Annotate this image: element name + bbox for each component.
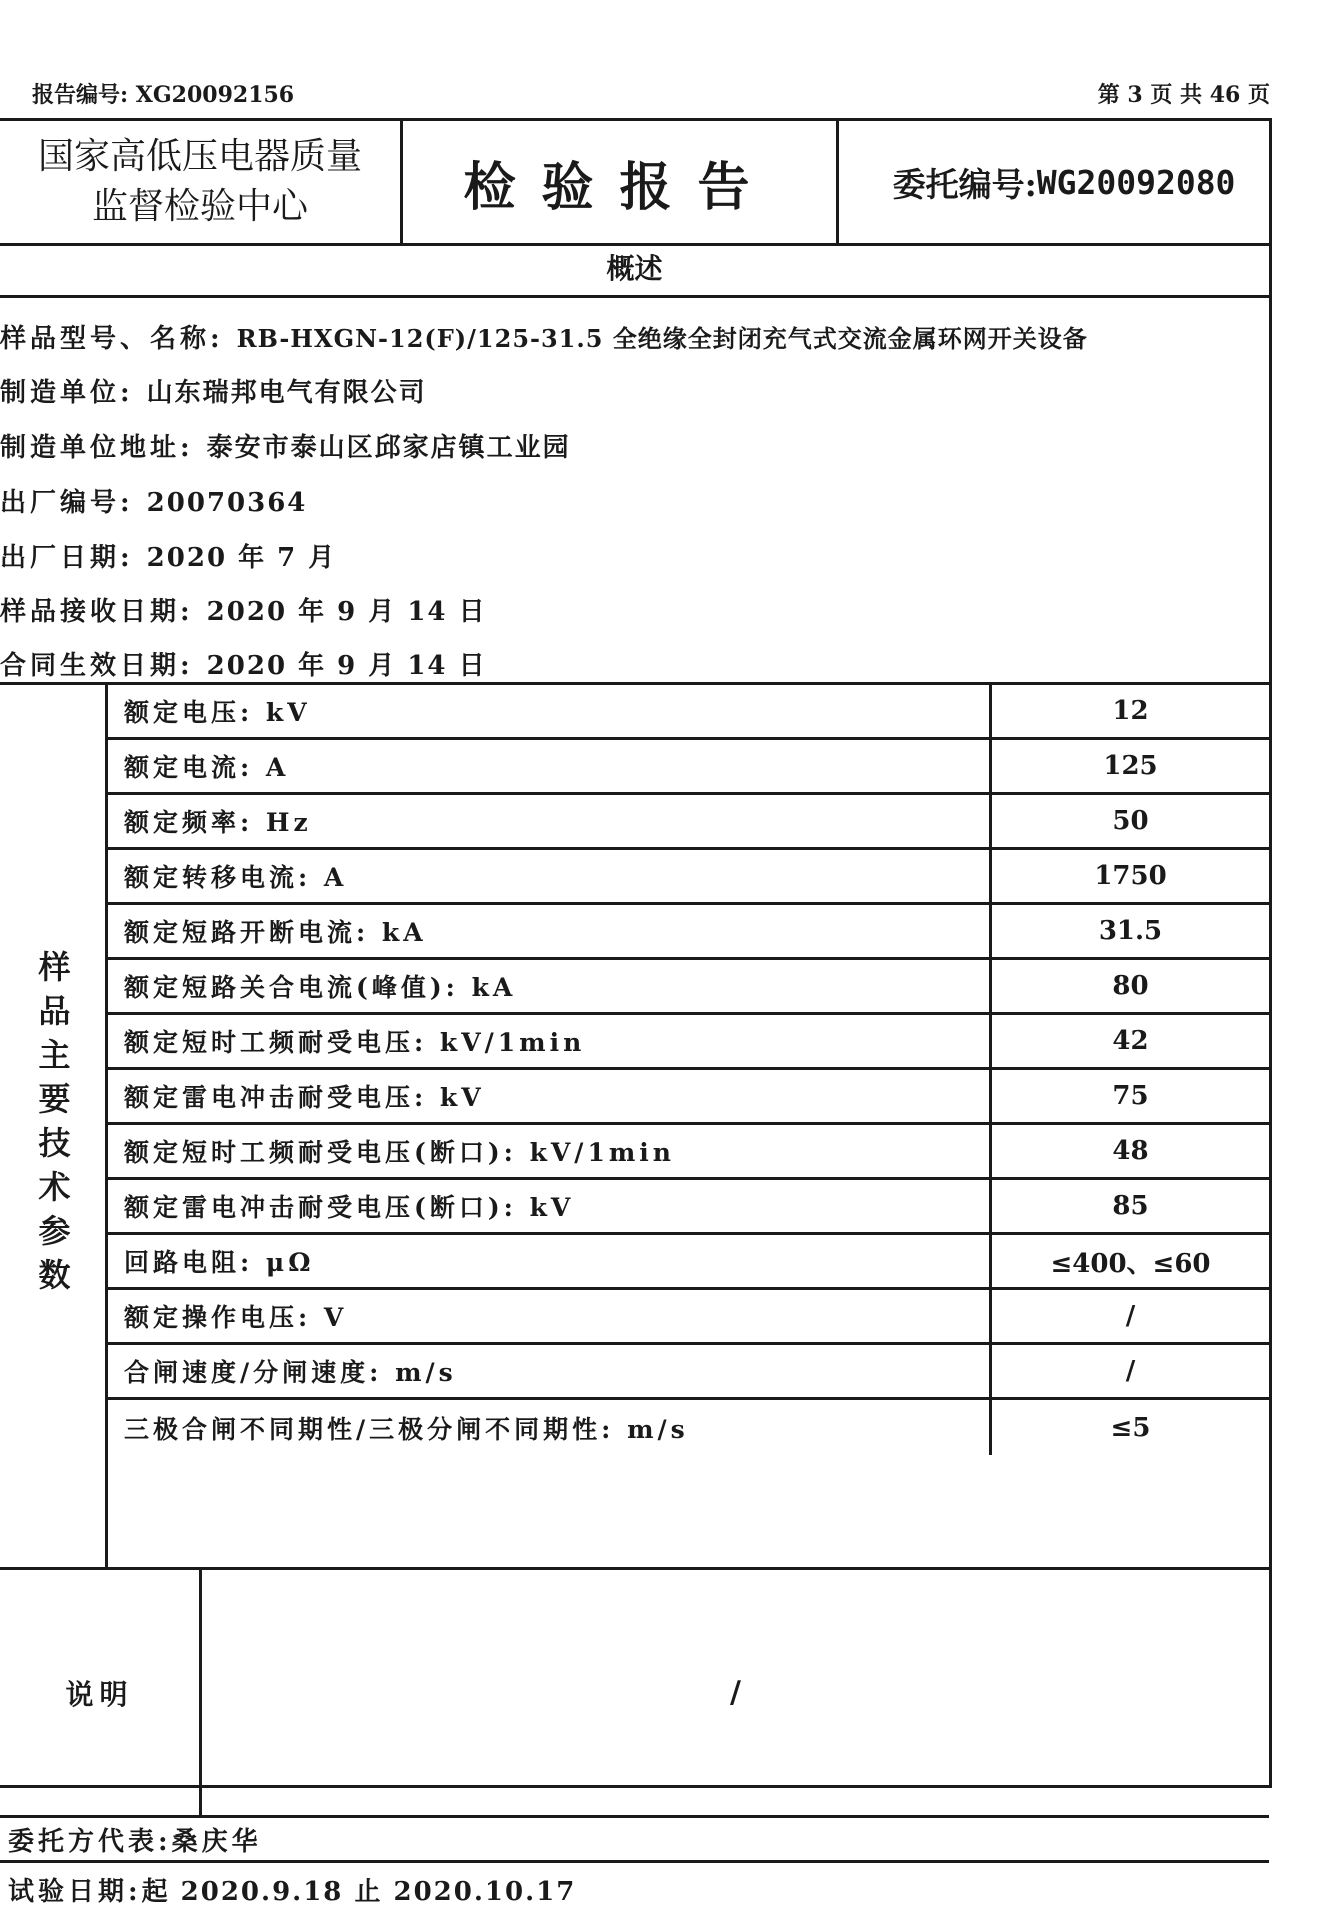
table-row [108, 1180, 1269, 1235]
report-header [0, 121, 1269, 246]
commission-number [839, 121, 1269, 243]
param-name: 额定短时工频耐受电压: kV/1min [108, 1015, 992, 1067]
param-value: 85 [1112, 1191, 1149, 1221]
info-label: 样品型号、名称: [0, 324, 224, 354]
table-row [108, 1290, 1269, 1345]
report-number-value: XG20092156 [135, 82, 295, 108]
info-value: 2020 年 9 月 14 日 [206, 651, 487, 681]
page-info: 第 3 页 共 46 页 [1097, 82, 1270, 108]
report-number-label: 报告编号: [32, 82, 129, 108]
param-value: / [1125, 1356, 1136, 1386]
param-value: 42 [1112, 1026, 1149, 1056]
param-name: 额定电压: kV [108, 685, 992, 737]
technical-parameters [0, 685, 1269, 1570]
info-label: 合同生效日期: [0, 651, 194, 681]
org-line-2: 监督检验中心 [91, 186, 308, 227]
org-line-1: 国家高低压电器质量 [37, 136, 362, 177]
info-row [0, 537, 336, 574]
info-value: 泰安市泰山区邱家店镇工业园 [206, 433, 571, 463]
client-rep-label: 委托方代表: [8, 1826, 172, 1857]
client-rep-value: 桑庆华 [171, 1826, 262, 1857]
table-row [108, 850, 1269, 905]
notes-section [0, 1570, 1269, 1818]
notes-label: 说明 [0, 1570, 202, 1815]
param-name: 额定短路开断电流: kA [108, 905, 992, 957]
info-label: 出厂日期: [0, 543, 134, 573]
info-row [0, 591, 487, 628]
param-name: 回路电阻: μΩ [108, 1235, 992, 1287]
info-row [0, 645, 487, 682]
table-row [108, 1235, 1269, 1290]
param-value: 75 [1112, 1081, 1149, 1111]
param-name: 额定雷电冲击耐受电压: kV [108, 1070, 992, 1122]
info-value: 20070364 [146, 488, 308, 518]
param-name: 三极合闸不同期性/三极分闸不同期性: m/s [108, 1400, 992, 1455]
info-row [0, 318, 1088, 355]
info-value: 2020 年 7 月 [146, 543, 337, 573]
table-row [108, 1125, 1269, 1180]
param-name: 额定转移电流: A [108, 850, 992, 902]
report-form [0, 118, 1272, 1907]
info-label: 样品接收日期: [0, 597, 194, 627]
param-value: 1750 [1094, 861, 1167, 891]
info-label: 制造单位: [0, 378, 134, 408]
report-number [32, 78, 294, 109]
table-row [108, 1400, 1269, 1455]
param-value: 80 [1112, 971, 1149, 1001]
table-row [108, 1015, 1269, 1070]
sample-info [0, 296, 1269, 685]
table-row [108, 905, 1269, 960]
param-name: 额定操作电压: V [108, 1290, 992, 1342]
info-row [0, 427, 571, 464]
info-row [0, 482, 307, 519]
report-title: 检验报告 [403, 121, 839, 243]
info-row [0, 372, 427, 409]
test-date-value: 起 2020.9.18 止 2020.10.17 [141, 1877, 577, 1907]
info-label: 制造单位地址: [0, 433, 194, 463]
param-name: 额定电流: A [108, 740, 992, 792]
info-label: 出厂编号: [0, 488, 134, 518]
param-rows [108, 685, 1269, 1567]
param-value: 125 [1103, 751, 1158, 781]
param-name: 合闸速度/分闸速度: m/s [108, 1345, 992, 1397]
test-date-label: 试验日期: [8, 1877, 142, 1907]
param-value: ≤5 [1110, 1412, 1151, 1443]
test-date [0, 1867, 1269, 1912]
info-value: 山东瑞邦电气有限公司 [146, 378, 427, 408]
issuing-organization [0, 121, 403, 243]
param-name: 额定雷电冲击耐受电压(断口): kV [108, 1180, 992, 1232]
overview-title: 概述 [0, 243, 1269, 298]
table-row [108, 1345, 1269, 1400]
param-value: 50 [1112, 806, 1149, 836]
param-name: 额定短路关合电流(峰值): kA [108, 960, 992, 1012]
param-value: / [1125, 1301, 1136, 1331]
param-value: ≤400、≤60 [1050, 1248, 1211, 1279]
commission-label: 委托编号: [892, 164, 1037, 204]
table-row [108, 795, 1269, 850]
table-row [108, 685, 1269, 740]
param-value: 12 [1112, 696, 1149, 726]
notes-value: / [730, 1675, 741, 1710]
table-row [108, 960, 1269, 1015]
info-value: RB-HXGN-12(F)/125-31.5 全绝缘全封闭充气式交流金属环网开关设备 [236, 324, 1088, 353]
param-value: 31.5 [1098, 916, 1163, 946]
commission-value: WG20092080 [1036, 162, 1236, 202]
info-value: 2020 年 9 月 14 日 [206, 597, 487, 627]
table-row [108, 740, 1269, 795]
params-section-label-text: 样品主要技术参数 [33, 950, 72, 1302]
param-value: 48 [1112, 1136, 1149, 1166]
params-section-label [0, 685, 108, 1567]
param-name: 额定频率: Hz [108, 795, 992, 847]
client-representative [0, 1818, 1269, 1863]
table-row [108, 1070, 1269, 1125]
param-name: 额定短时工频耐受电压(断口): kV/1min [108, 1125, 992, 1177]
